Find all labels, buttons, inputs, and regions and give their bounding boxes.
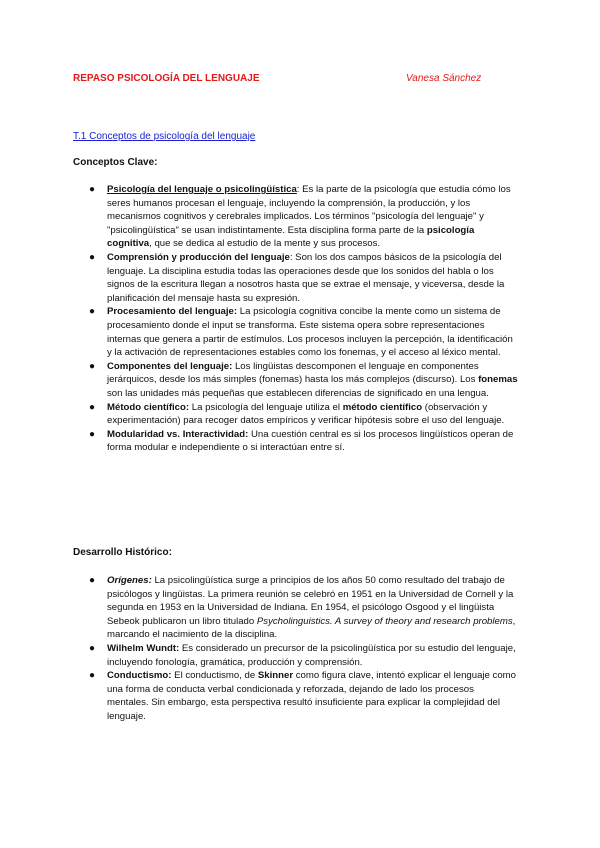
item-text: La psicología del lenguaje utiliza el	[189, 401, 343, 413]
item-emphasis: método científico	[342, 401, 423, 413]
item-term: Psicología del lenguaje o psicolingüística	[107, 184, 297, 195]
item-text: Los lingüistas descomponen el lenguaje en componentes jerárquicos, desde los más simples (fonemas) hasta los más complejos (discurso). Los	[107, 360, 479, 386]
list-item	[88, 360, 518, 401]
list-item	[88, 183, 518, 251]
item-text: (observación y experimentación) para recoger datos empíricos y verificar hipótesis sobre el uso del lenguaje.	[107, 401, 505, 427]
item-term: Wilhelm Wundt:	[107, 642, 180, 654]
item-text: : Son los dos campos básicos de la psicología del lenguaje. La disciplina estudia todas las operaciones desde que los sonidos del habla o los signos de la escritura llegan a nosotros hasta que se extrae el mensaje, y viceversa, desde la planificación del mensaje hasta su expresión.	[107, 251, 505, 304]
conceptos-heading: Conceptos Clave:	[73, 157, 158, 168]
item-text: La psicología cognitiva concibe la mente como un sistema de procesamiento donde el input se transforma. Este sistema opera sobre representaciones internas que genera a partir de estímulos. Los procesos incluyen la percepción, la identificación y la activación de representaciones estables como los fonemas, y el acceso al léxico mental.	[107, 306, 513, 359]
item-text: Es considerado un precursor de la psicolingüística por su estudio del lenguaje, incluyendo fonología, gramática, producción y comprensión.	[107, 642, 516, 668]
list-item	[88, 642, 518, 669]
list-item	[88, 669, 518, 723]
list-item	[88, 305, 518, 359]
desarrollo-heading: Desarrollo Histórico:	[73, 547, 172, 558]
bullet-icon: ●	[89, 670, 96, 682]
item-term: Procesamiento del lenguaje:	[107, 306, 238, 318]
list-item	[88, 251, 518, 305]
bullet-icon: ●	[89, 428, 96, 440]
desarrollo-list	[88, 574, 518, 724]
list-item	[88, 574, 518, 642]
item-text: , que se dedica al estudio de la mente y sus procesos.	[149, 238, 381, 250]
item-text: son las unidades más pequeñas que establecen diferencias de significado en una lengua.	[107, 387, 489, 399]
item-emphasis: Skinner	[257, 670, 294, 682]
list-item	[88, 401, 518, 428]
item-emphasis: psicología cognitiva	[107, 224, 475, 250]
item-term: Modularidad vs. Interactividad:	[107, 428, 249, 440]
item-text: La psicolingüística surge a principios de los años 50 como resultado del trabajo de psicólogos y lingüistas. La primera reunión se celebró en 1951 en la Universidad de Cornell y la segunda en 1953 en la Universidad de Indiana. En 1954, el psicólogo Osgood y el lingüista Sebeok publicaron un libro titulado	[107, 575, 514, 627]
bullet-icon: ●	[89, 575, 96, 586]
item-emphasis: fonemas	[478, 374, 518, 386]
item-term: Método científico:	[107, 401, 190, 413]
document-title: REPASO PSICOLOGÍA DEL LENGUAJE	[73, 73, 260, 84]
bullet-icon: ●	[89, 251, 96, 263]
conceptos-list	[88, 183, 518, 455]
document-author: Vanesa Sánchez	[406, 73, 482, 84]
list-item	[88, 428, 518, 455]
item-text: : Es la parte de la psicología que estudia cómo los seres humanos procesan el lenguaje, incluyendo la comprensión, la producción, y los mecanismos cognitivos y cerebrales implicados. Los términos "psicología del lenguaje" y "psicolingüística" se usan indistintamente. Esta disciplina forma parte de la	[107, 184, 511, 236]
section-title-link[interactable]: T.1 Conceptos de psicología del lenguaje	[73, 131, 256, 142]
item-text: , marcando el nacimiento de la disciplina.	[107, 615, 516, 641]
item-text: Una cuestión central es si los procesos lingüísticos operan de forma modular e independiente o si interactúan entre sí.	[107, 428, 514, 454]
item-text: como figura clave, intentó explicar el lenguaje como una forma de conducta verbal condicionada y reforzada, dejando de lado los procesos mentales. Sin embargo, esta perspectiva resultó insuficiente para explicar la complejidad del lenguaje.	[107, 670, 517, 722]
bullet-icon: ●	[89, 642, 96, 654]
bullet-icon: ●	[89, 360, 96, 372]
item-book-title: Psycholinguistics. A survey of theory and research problems	[256, 615, 513, 627]
item-term: Conductismo:	[107, 670, 172, 682]
item-term: Orígenes:	[107, 575, 152, 586]
item-term: Comprensión y producción del lenguaje	[107, 251, 290, 263]
bullet-icon: ●	[89, 401, 96, 413]
item-term: Componentes del lenguaje:	[107, 360, 233, 372]
bullet-icon: ●	[89, 306, 96, 318]
bullet-icon: ●	[89, 184, 96, 195]
item-text: El conductismo, de	[171, 670, 258, 682]
